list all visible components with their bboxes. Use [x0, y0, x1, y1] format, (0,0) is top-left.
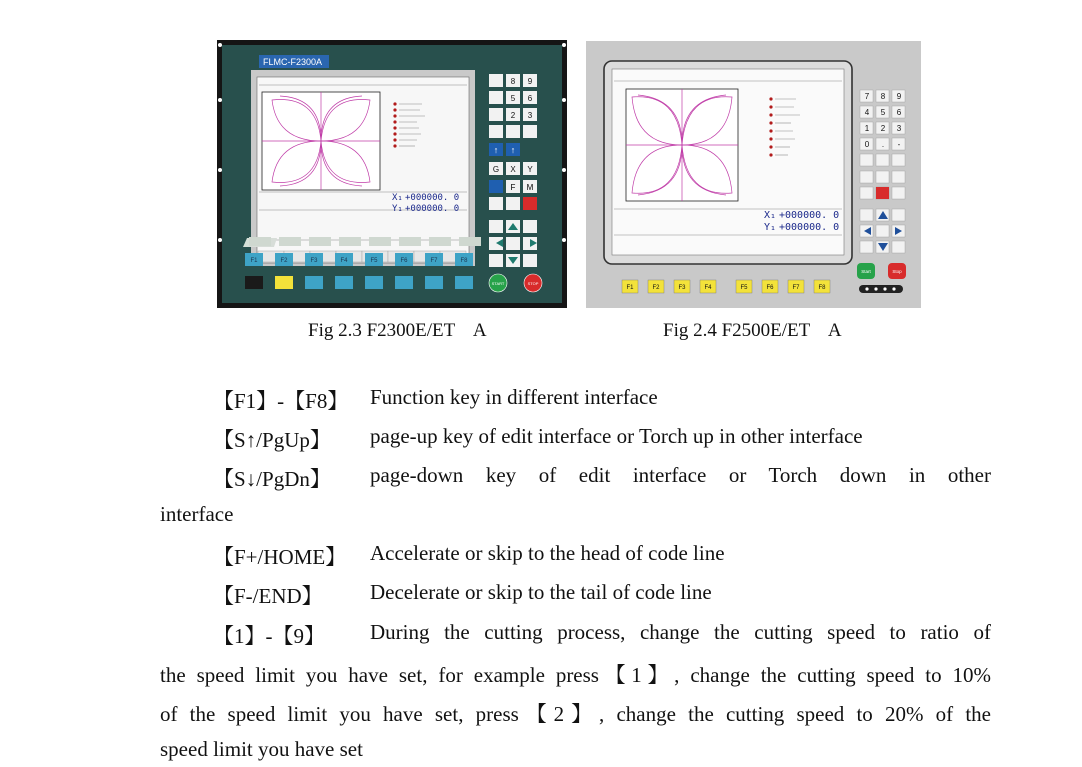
svg-text:Y: Y: [527, 165, 533, 174]
figure-f2500-panel: [586, 41, 921, 308]
f2300-fkey-7: F7: [430, 258, 438, 264]
desc-1-9-line3: of the speed limit you have set, press【2】, change the cutting speed to 20% of the: [160, 702, 991, 726]
f2500-key-minus: -: [897, 140, 901, 149]
f2500-key-2: 2: [880, 124, 886, 133]
f2300-fkey-6: F6: [400, 258, 408, 264]
key-pgup: 【S↑/PgUp】: [213, 428, 331, 452]
svg-text:3: 3: [527, 111, 533, 120]
svg-text:G: G: [492, 165, 500, 174]
coord-y: Y₁: [392, 204, 403, 214]
figure-caption-2-3: Fig 2.3 F2300E/ET A: [308, 320, 487, 341]
desc-pgdn-line2: interface: [160, 502, 234, 526]
svg-text:F: F: [510, 183, 516, 192]
key-f1-f8: 【F1】-【F8】: [213, 389, 349, 413]
svg-text:Y₁: Y₁: [764, 222, 777, 233]
svg-text:X₁: X₁: [764, 210, 777, 221]
svg-text:2: 2: [510, 111, 516, 120]
f2500-fkey-5: F5: [740, 285, 748, 291]
f2300-fkey-8: F8: [460, 258, 468, 264]
svg-text:M: M: [526, 183, 534, 192]
f2500-fkey-1: F1: [626, 285, 634, 291]
f2500-coord-x: +000000. 0: [779, 210, 840, 221]
f2300-fkey-5: F5: [370, 258, 378, 264]
desc-pgup: page-up key of edit interface or Torch up in other interface: [370, 424, 863, 448]
f2500-fkey-2: F2: [652, 285, 660, 291]
desc-pgdn-line1: page-down key of edit interface or Torch down in other: [370, 463, 991, 487]
coord-x: X₁: [392, 193, 403, 203]
figure-f2300-panel: [217, 40, 567, 308]
key-pgdn: 【S↓/PgDn】: [213, 467, 331, 491]
svg-text:X: X: [510, 165, 516, 174]
key-end: 【F-/END】: [213, 584, 323, 608]
f2500-fkey-7: F7: [792, 285, 800, 291]
f2500-key-0: 0: [864, 140, 870, 149]
f2300-start-label: START: [491, 281, 505, 286]
f2500-key-1: 1: [864, 124, 870, 133]
desc-end: Decelerate or skip to the tail of code line: [370, 580, 712, 604]
f2500-fkey-8: F8: [818, 285, 826, 291]
f2500-key-8: 8: [880, 92, 886, 101]
key-1-9: 【1】-【9】: [213, 624, 325, 648]
f2500-key-3: 3: [896, 124, 902, 133]
svg-text:6: 6: [527, 94, 533, 103]
desc-1-9-line4: speed limit you have set: [160, 737, 363, 761]
svg-text:5: 5: [510, 94, 516, 103]
f2500-coord-y: +000000. 0: [779, 222, 840, 233]
svg-text:↑: ↑: [493, 145, 499, 155]
f2500-start-label: Start: [861, 269, 871, 274]
f2300-stop-label: STOP: [527, 281, 539, 286]
desc-1-9-line1: During the cutting process, change the cutting speed to ratio of: [370, 620, 991, 644]
svg-text:8: 8: [510, 77, 516, 86]
f2300-fkey-1: F1: [250, 258, 258, 264]
svg-text:↑: ↑: [510, 145, 516, 155]
f2500-key-dot: .: [881, 140, 885, 149]
f2500-fkey-3: F3: [678, 285, 686, 291]
f2500-key-4: 4: [864, 108, 870, 117]
f2500-fkey-6: F6: [766, 285, 774, 291]
figure-caption-2-4: Fig 2.4 F2500E/ET A: [663, 320, 842, 341]
f2300-fkey-3: F3: [310, 258, 318, 264]
f2500-key-6: 6: [896, 108, 902, 117]
model-label: FLMC-F2300A: [263, 57, 323, 67]
desc-f1-f8: Function key in different interface: [370, 385, 658, 409]
f2500-key-9: 9: [896, 92, 902, 101]
key-home: 【F+/HOME】: [213, 545, 347, 569]
f2500-key-5: 5: [880, 108, 886, 117]
f2300-fkey-2: F2: [280, 258, 288, 264]
svg-text:9: 9: [527, 77, 533, 86]
desc-1-9-line2: the speed limit you have set, for example press【1】, change the cutting speed to 10%: [160, 663, 991, 687]
f2300-fkey-4: F4: [340, 258, 348, 264]
coord-x-value: +000000. 0: [405, 193, 460, 203]
desc-home: Accelerate or skip to the head of code line: [370, 541, 725, 565]
f2500-fkey-4: F4: [704, 285, 712, 291]
f2500-stop-label: Stop: [892, 269, 902, 274]
f2500-key-7: 7: [864, 92, 870, 101]
coord-y-value: +000000. 0: [405, 204, 460, 214]
